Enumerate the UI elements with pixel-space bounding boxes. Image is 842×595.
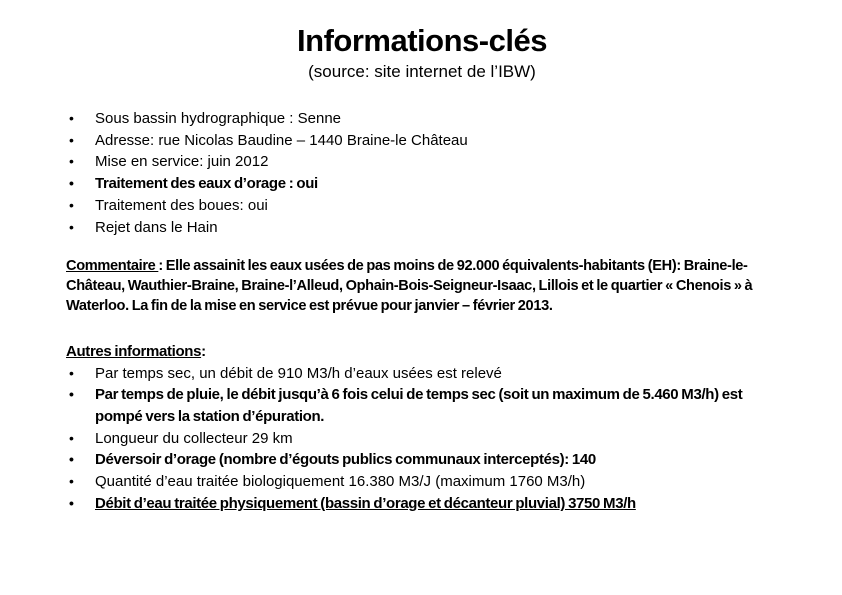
bullet-icon: • bbox=[69, 364, 74, 381]
commentaire-label: Commentaire bbox=[66, 258, 159, 275]
bullet-icon: • bbox=[69, 131, 74, 148]
fact-text: Adresse: rue Nicolas Baudine – 1440 Braine-le Château bbox=[95, 131, 468, 149]
commentaire-paragraph bbox=[66, 257, 778, 316]
autres-heading bbox=[66, 341, 778, 362]
autres-list bbox=[66, 363, 778, 515]
bullet-icon: • bbox=[69, 451, 74, 468]
fact-text: Traitement des eaux d’orage : oui bbox=[95, 175, 318, 193]
bullet-icon: • bbox=[69, 386, 74, 403]
page-title: Informations-clés bbox=[297, 23, 547, 58]
info-text: Débit d’eau traitée physiquement (bassin d’orage et décanteur pluvial) 3750 M3/h bbox=[95, 494, 636, 512]
list-item bbox=[66, 151, 778, 173]
list-item bbox=[66, 493, 778, 515]
list-item bbox=[66, 384, 778, 427]
fact-text: Rejet dans le Hain bbox=[95, 218, 218, 236]
list-item bbox=[66, 173, 778, 195]
bullet-icon: • bbox=[69, 494, 74, 511]
info-text: Longueur du collecteur 29 km bbox=[95, 429, 293, 447]
fact-text: Traitement des boues: oui bbox=[95, 196, 268, 214]
bullet-icon: • bbox=[69, 218, 74, 235]
info-text: Par temps de pluie, le débit jusqu’à 6 fois celui de temps sec (soit un maximum de 5.460 M3/h) est pompé vers la station d’épuration. bbox=[95, 386, 743, 426]
bullet-icon: • bbox=[69, 429, 74, 446]
commentaire-text: Elle assainit les eaux usées de pas moins de 92.000 équivalents-habitants (EH): Braine-le-Château, Wauthier-Braine, Braine-l’Alleud, Ophain-Bois-Seigneur-Isaac, Lillois et le quartier « Chenois » à Waterloo. La fin de la mise en service est prévue pour janvier – février 2013. bbox=[66, 258, 753, 314]
list-item bbox=[66, 217, 778, 239]
list-item bbox=[66, 130, 778, 152]
autres-separator: : bbox=[201, 342, 206, 360]
page-subtitle: (source: site internet de l’IBW) bbox=[308, 62, 536, 81]
info-text: Quantité d’eau traitée biologiquement 16.380 M3/J (maximum 1760 M3/h) bbox=[95, 473, 586, 491]
bullet-icon: • bbox=[69, 153, 74, 170]
fact-text: Sous bassin hydrographique : Senne bbox=[95, 110, 342, 127]
bullet-icon: • bbox=[69, 196, 74, 213]
list-item bbox=[66, 428, 778, 450]
info-text: Par temps sec, un débit de 910 M3/h d’eaux usées est relevé bbox=[95, 364, 502, 382]
autres-label: Autres informations bbox=[66, 342, 202, 360]
commentaire-separator: : bbox=[158, 258, 166, 275]
list-item bbox=[66, 108, 778, 130]
list-item bbox=[66, 471, 778, 493]
bullet-icon: • bbox=[69, 110, 74, 126]
fact-text: Mise en service: juin 2012 bbox=[95, 153, 269, 171]
bullet-icon: • bbox=[69, 473, 74, 490]
list-item bbox=[66, 363, 778, 385]
list-item bbox=[66, 449, 778, 471]
info-text: Déversoir d’orage (nombre d’égouts publics communaux interceptés): 140 bbox=[95, 451, 596, 469]
bullet-icon: • bbox=[69, 175, 74, 192]
facts-list bbox=[66, 108, 778, 238]
list-item bbox=[66, 195, 778, 217]
